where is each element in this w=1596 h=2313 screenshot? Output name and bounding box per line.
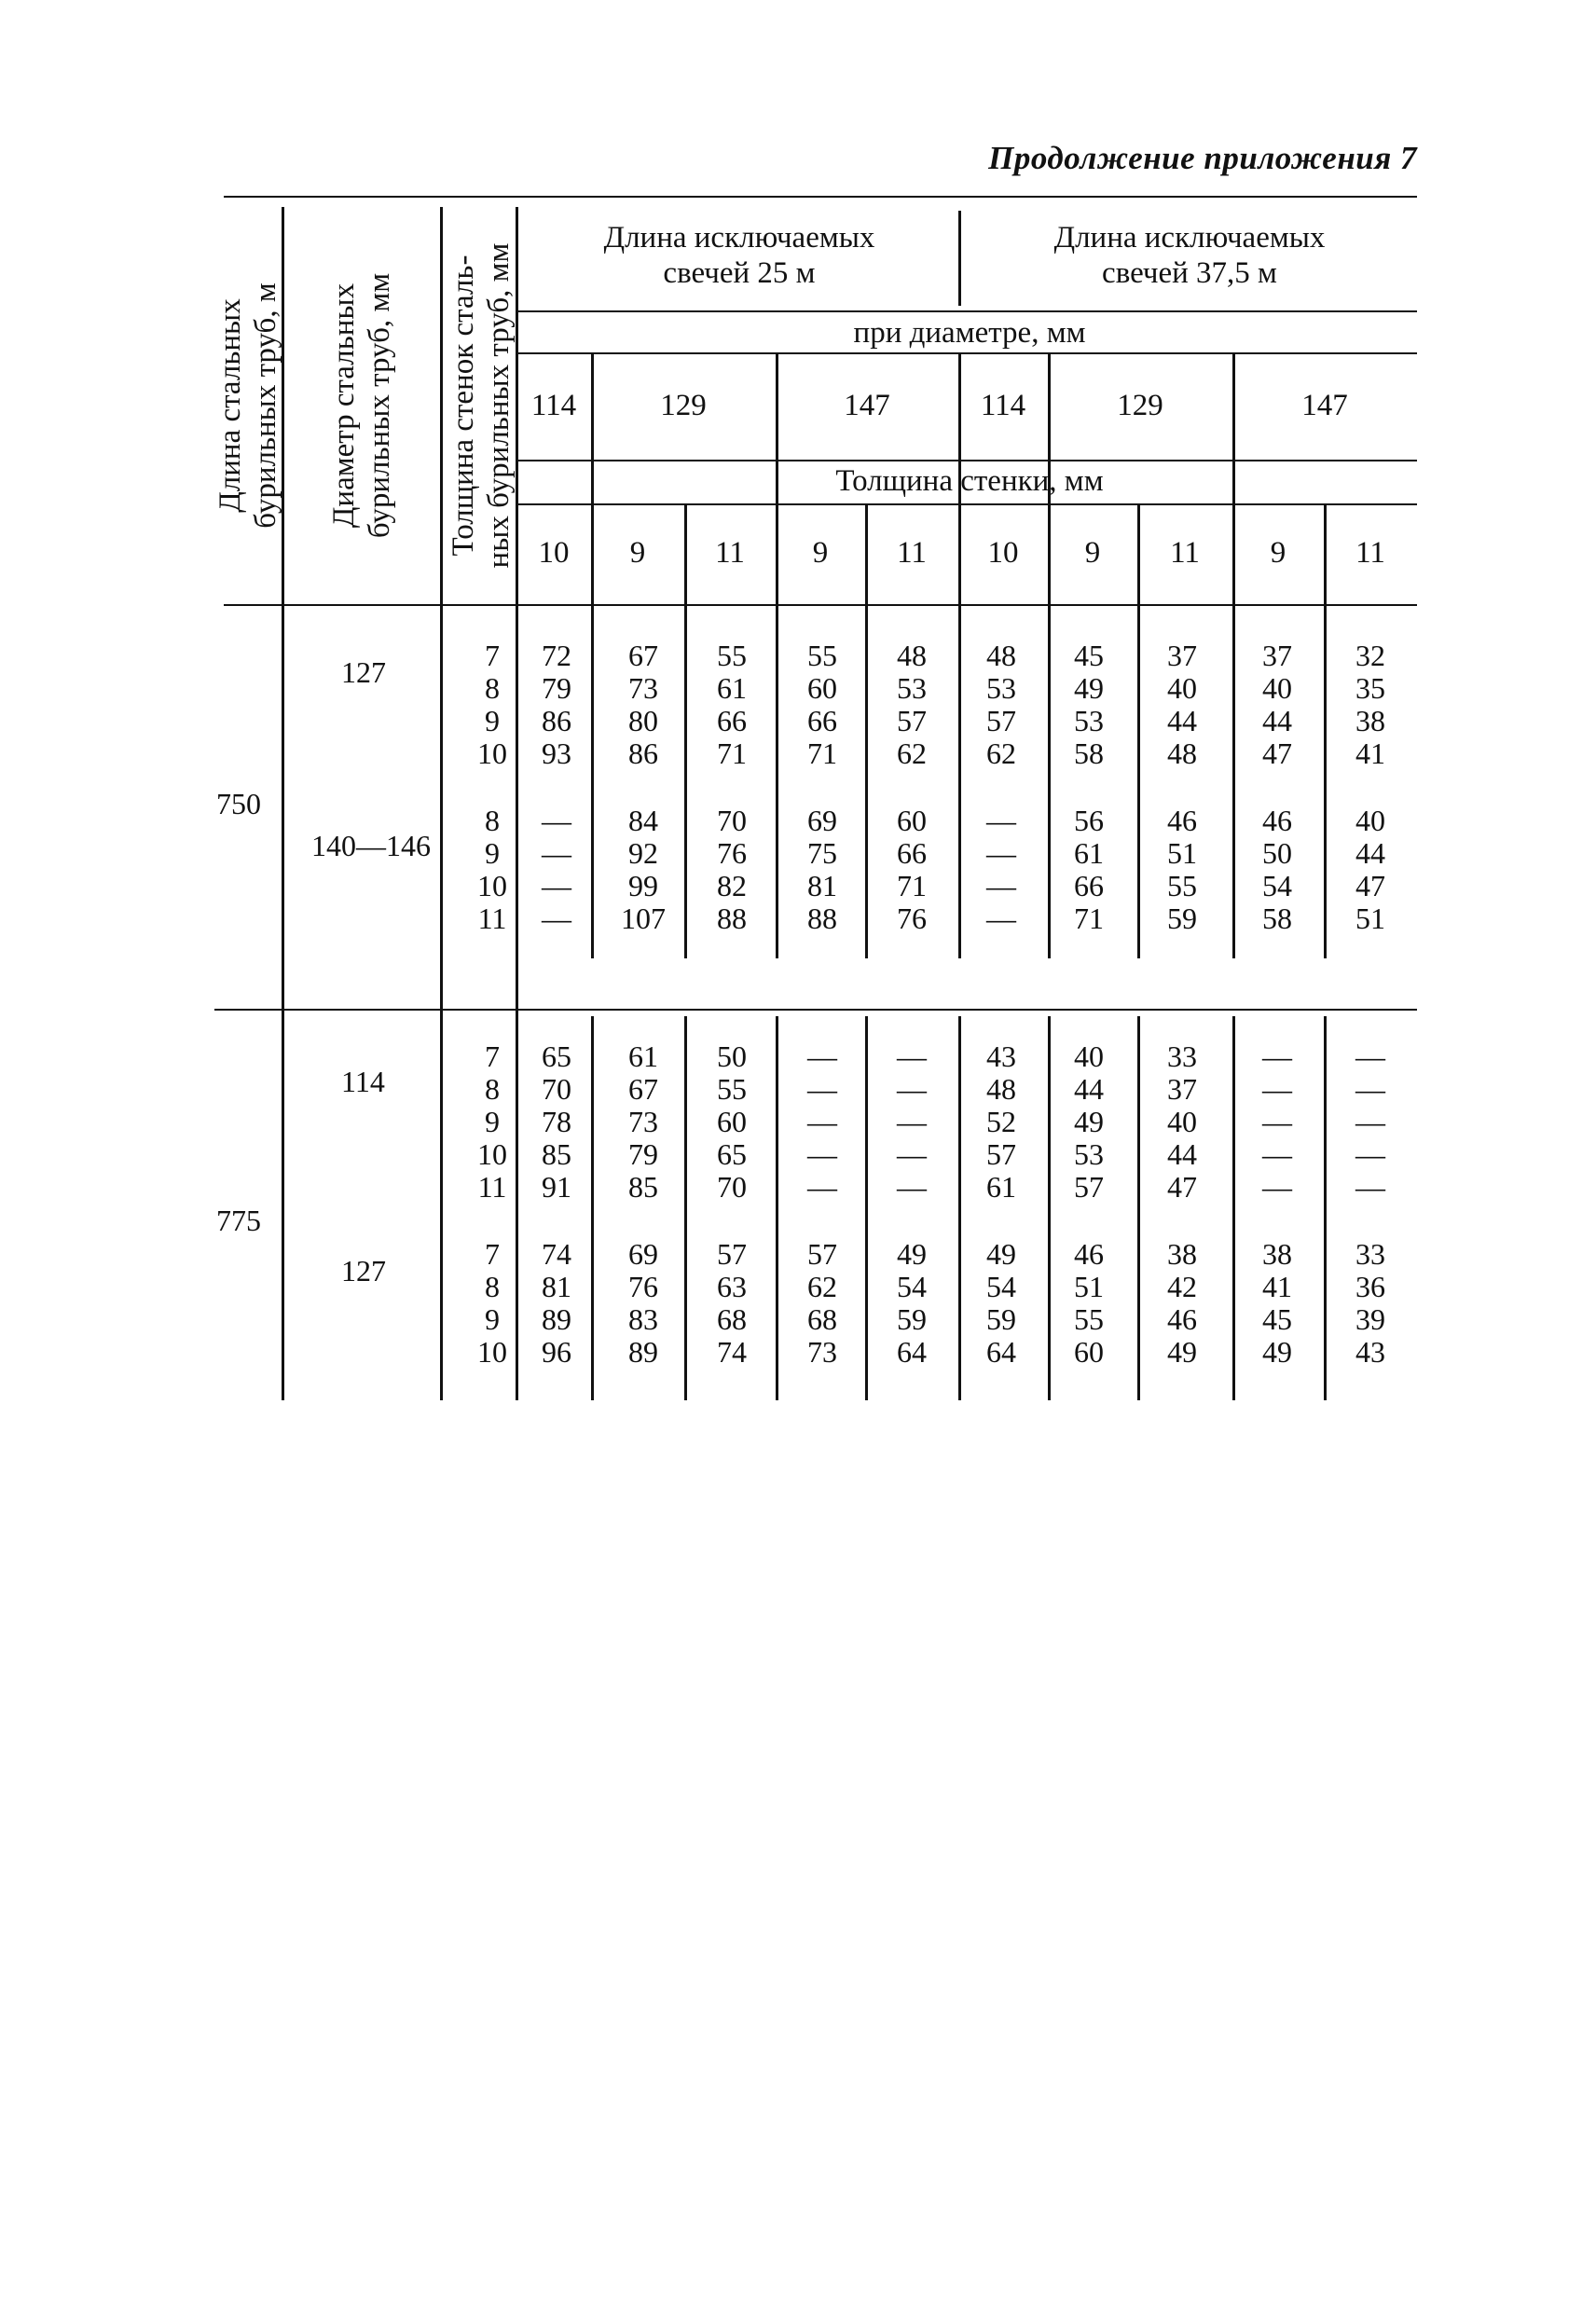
- table-cell: —: [897, 1105, 927, 1138]
- table-cell: —: [1355, 1137, 1385, 1171]
- table-cell: 66: [1074, 869, 1104, 902]
- table-cell: —: [542, 804, 571, 837]
- table-cell: —: [986, 804, 1016, 837]
- header-group-37-5m: Длина исключаемых свечей 37,5 м: [1053, 221, 1326, 290]
- wall-thickness-cell: 10: [477, 1335, 507, 1369]
- table-cell: —: [1262, 1170, 1292, 1204]
- header-bottom-rule: [224, 604, 1417, 606]
- table-cell: 64: [986, 1335, 1016, 1369]
- table-cell: 80: [628, 704, 658, 737]
- wall-thickness-cell: 8: [485, 1072, 500, 1106]
- column-rule: [958, 211, 961, 306]
- table-cell: 38: [1262, 1237, 1292, 1271]
- table-top-rule: [224, 196, 1417, 198]
- table-cell: 51: [1074, 1270, 1104, 1303]
- header-pipe-diameter: Диаметр стальных бурильных труб, мм: [327, 272, 396, 539]
- table-cell: 85: [542, 1137, 571, 1171]
- pipe-diameter-label: 140—146: [311, 829, 431, 862]
- header-wall-value: 9: [812, 536, 829, 570]
- pipe-length-label: 775: [216, 1204, 261, 1237]
- table-cell: 40: [1167, 671, 1197, 705]
- pipe-length-label: 750: [216, 787, 261, 820]
- table-cell: —: [807, 1072, 837, 1106]
- diameter-row-rule: [517, 460, 1417, 461]
- table-cell: —: [807, 1039, 837, 1073]
- column-rule: [1232, 1016, 1235, 1400]
- wall-label-rule: [517, 503, 1417, 505]
- table-cell: 35: [1355, 671, 1385, 705]
- column-rule: [684, 505, 687, 958]
- wall-thickness-cell: 8: [485, 671, 500, 705]
- table-cell: 61: [986, 1170, 1016, 1204]
- table-cell: 58: [1262, 902, 1292, 935]
- table-cell: 57: [986, 704, 1016, 737]
- table-cell: 88: [717, 902, 747, 935]
- table-cell: 73: [628, 1105, 658, 1138]
- table-cell: 52: [986, 1105, 1016, 1138]
- table-cell: 49: [897, 1237, 927, 1271]
- table-cell: 60: [807, 671, 837, 705]
- header-diameter-value: 114: [980, 389, 1026, 422]
- table-cell: 49: [1074, 1105, 1104, 1138]
- header-wall-value: 11: [715, 536, 745, 570]
- header-wall-value: 11: [897, 536, 927, 570]
- table-cell: 57: [1074, 1170, 1104, 1204]
- table-cell: —: [897, 1137, 927, 1171]
- table-cell: 38: [1355, 704, 1385, 737]
- table-cell: 78: [542, 1105, 571, 1138]
- table-cell: 36: [1355, 1270, 1385, 1303]
- header-wall-label: Толщина стенки, мм: [835, 464, 1104, 498]
- table-cell: 48: [897, 639, 927, 672]
- table-cell: —: [897, 1170, 927, 1204]
- table-cell: —: [1262, 1072, 1292, 1106]
- table-cell: 44: [1355, 836, 1385, 870]
- table-cell: 99: [628, 869, 658, 902]
- table-cell: 49: [1074, 671, 1104, 705]
- wall-thickness-cell: 9: [485, 704, 500, 737]
- table-cell: 48: [986, 639, 1016, 672]
- table-cell: 57: [717, 1237, 747, 1271]
- column-rule: [865, 1016, 868, 1400]
- table-cell: 57: [807, 1237, 837, 1271]
- wall-thickness-cell: 10: [477, 869, 507, 902]
- table-cell: 55: [717, 1072, 747, 1106]
- header-wall-value: 9: [1084, 536, 1101, 570]
- table-cell: 60: [717, 1105, 747, 1138]
- table-cell: —: [807, 1105, 837, 1138]
- table-cell: 47: [1262, 737, 1292, 770]
- section-divider-rule: [214, 1009, 1417, 1011]
- table-cell: 55: [1167, 869, 1197, 902]
- table-cell: —: [542, 902, 571, 935]
- table-cell: 42: [1167, 1270, 1197, 1303]
- table-cell: 72: [542, 639, 571, 672]
- table-cell: 54: [1262, 869, 1292, 902]
- header-wall-value: 9: [629, 536, 646, 570]
- table-cell: 51: [1355, 902, 1385, 935]
- table-cell: 45: [1262, 1302, 1292, 1336]
- diameter-label-rule: [517, 352, 1417, 354]
- wall-thickness-cell: 11: [477, 1170, 507, 1204]
- table-cell: —: [1262, 1105, 1292, 1138]
- table-cell: 73: [807, 1335, 837, 1369]
- table-cell: 73: [628, 671, 658, 705]
- header-diameter-value: 129: [1117, 389, 1163, 422]
- table-cell: 67: [628, 1072, 658, 1106]
- table-cell: 85: [628, 1170, 658, 1204]
- wall-thickness-cell: 10: [477, 1137, 507, 1171]
- header-pipe-length: Длина стальных бурильных труб, м: [213, 282, 282, 529]
- table-cell: —: [1262, 1039, 1292, 1073]
- table-cell: 61: [628, 1039, 658, 1073]
- table-cell: 57: [897, 704, 927, 737]
- table-cell: 37: [1167, 1072, 1197, 1106]
- header-diameter-label: при диаметре, мм: [853, 316, 1086, 350]
- table-cell: 82: [717, 869, 747, 902]
- table-cell: 49: [1262, 1335, 1292, 1369]
- table-cell: 71: [1074, 902, 1104, 935]
- table-cell: 47: [1355, 869, 1385, 902]
- table-cell: 33: [1167, 1039, 1197, 1073]
- table-cell: 62: [986, 737, 1016, 770]
- table-cell: 44: [1167, 704, 1197, 737]
- table-cell: 45: [1074, 639, 1104, 672]
- pipe-diameter-label: 127: [341, 655, 386, 690]
- table-cell: 39: [1355, 1302, 1385, 1336]
- table-cell: —: [1355, 1072, 1385, 1106]
- table-cell: 44: [1074, 1072, 1104, 1106]
- table-cell: 93: [542, 737, 571, 770]
- table-cell: —: [542, 869, 571, 902]
- table-cell: 48: [1167, 737, 1197, 770]
- table-cell: 57: [986, 1137, 1016, 1171]
- table-cell: —: [1262, 1137, 1292, 1171]
- table-cell: 86: [628, 737, 658, 770]
- table-cell: 69: [628, 1237, 658, 1271]
- table-cell: 47: [1167, 1170, 1197, 1204]
- table-cell: —: [986, 869, 1016, 902]
- table-cell: 107: [621, 902, 666, 935]
- table-cell: 70: [542, 1072, 571, 1106]
- table-cell: 40: [1167, 1105, 1197, 1138]
- header-wall-thickness: Толщина стенок сталь- ных бурильных труб, мм: [447, 242, 516, 569]
- table-cell: 92: [628, 836, 658, 870]
- column-rule: [1324, 505, 1327, 958]
- table-cell: 69: [807, 804, 837, 837]
- table-cell: 46: [1167, 1302, 1197, 1336]
- table-cell: —: [897, 1072, 927, 1106]
- table-cell: 71: [717, 737, 747, 770]
- table-cell: 61: [717, 671, 747, 705]
- table-cell: 68: [717, 1302, 747, 1336]
- table-cell: 76: [897, 902, 927, 935]
- table-cell: 50: [1262, 836, 1292, 870]
- column-rule: [1232, 354, 1235, 958]
- table-cell: 75: [807, 836, 837, 870]
- group-header-rule: [517, 310, 1417, 312]
- column-rule: [776, 1016, 778, 1400]
- column-rule: [1324, 1016, 1327, 1400]
- table-cell: —: [1355, 1105, 1385, 1138]
- table-cell: 55: [1074, 1302, 1104, 1336]
- table-cell: 40: [1262, 671, 1292, 705]
- table-cell: 70: [717, 804, 747, 837]
- column-rule: [1137, 1016, 1140, 1400]
- table-cell: —: [1355, 1039, 1385, 1073]
- table-cell: 96: [542, 1335, 571, 1369]
- table-cell: 54: [897, 1270, 927, 1303]
- wall-thickness-cell: 8: [485, 804, 500, 837]
- table-cell: 88: [807, 902, 837, 935]
- table-cell: 60: [897, 804, 927, 837]
- table-cell: 44: [1262, 704, 1292, 737]
- table-cell: 44: [1167, 1137, 1197, 1171]
- header-wall-value: 10: [987, 536, 1019, 570]
- table-cell: 89: [628, 1335, 658, 1369]
- header-diameter-value: 147: [1301, 389, 1348, 422]
- column-rule: [1048, 1016, 1051, 1400]
- table-cell: 56: [1074, 804, 1104, 837]
- table-cell: 37: [1167, 639, 1197, 672]
- table-cell: 76: [628, 1270, 658, 1303]
- table-cell: 91: [542, 1170, 571, 1204]
- table-cell: 68: [807, 1302, 837, 1336]
- wall-thickness-cell: 9: [485, 836, 500, 870]
- table-cell: 46: [1262, 804, 1292, 837]
- column-rule: [684, 1016, 687, 1400]
- table-cell: 65: [717, 1137, 747, 1171]
- table-cell: 43: [986, 1039, 1016, 1073]
- table-cell: 46: [1167, 804, 1197, 837]
- table-cell: 46: [1074, 1237, 1104, 1271]
- table-cell: 41: [1262, 1270, 1292, 1303]
- table-cell: 53: [897, 671, 927, 705]
- table-cell: 51: [1167, 836, 1197, 870]
- table-cell: 48: [986, 1072, 1016, 1106]
- table-cell: 53: [1074, 1137, 1104, 1171]
- column-rule: [776, 354, 778, 958]
- table-cell: 74: [717, 1335, 747, 1369]
- table-cell: 38: [1167, 1237, 1197, 1271]
- column-rule: [1048, 354, 1051, 958]
- column-rule: [440, 207, 443, 1400]
- wall-thickness-cell: 9: [485, 1302, 500, 1336]
- table-cell: 79: [542, 671, 571, 705]
- wall-thickness-cell: 7: [485, 1237, 500, 1271]
- table-cell: 59: [897, 1302, 927, 1336]
- table-cell: 64: [897, 1335, 927, 1369]
- wall-thickness-cell: 9: [485, 1105, 500, 1138]
- header-wall-value: 11: [1355, 536, 1385, 570]
- table-cell: 33: [1355, 1237, 1385, 1271]
- table-cell: 49: [986, 1237, 1016, 1271]
- table-cell: 84: [628, 804, 658, 837]
- table-cell: 83: [628, 1302, 658, 1336]
- table-cell: —: [807, 1170, 837, 1204]
- header-wall-value: 11: [1170, 536, 1200, 570]
- table-cell: 86: [542, 704, 571, 737]
- table-cell: —: [897, 1039, 927, 1073]
- column-rule: [1137, 505, 1140, 958]
- table-cell: 74: [542, 1237, 571, 1271]
- table-cell: 61: [1074, 836, 1104, 870]
- column-rule: [958, 354, 961, 958]
- header-wall-value: 10: [538, 536, 570, 570]
- table-cell: 50: [717, 1039, 747, 1073]
- header-diameter-value: 129: [660, 389, 707, 422]
- header-wall-value: 9: [1270, 536, 1286, 570]
- table-cell: 43: [1355, 1335, 1385, 1369]
- header-diameter-value: 114: [530, 389, 577, 422]
- table-cell: 71: [807, 737, 837, 770]
- table-cell: 60: [1074, 1335, 1104, 1369]
- table-cell: 81: [807, 869, 837, 902]
- table-cell: 55: [717, 639, 747, 672]
- table-cell: 59: [1167, 902, 1197, 935]
- table-cell: 81: [542, 1270, 571, 1303]
- header-diameter-value: 147: [844, 389, 890, 422]
- wall-thickness-cell: 11: [477, 902, 507, 935]
- table-cell: —: [1355, 1170, 1385, 1204]
- table-cell: 62: [807, 1270, 837, 1303]
- table-cell: 55: [807, 639, 837, 672]
- table-cell: 37: [1262, 639, 1292, 672]
- header-group-25m: Длина исключаемых свечей 25 м: [603, 221, 875, 290]
- table-cell: 49: [1167, 1335, 1197, 1369]
- table-cell: 40: [1355, 804, 1385, 837]
- table-cell: 67: [628, 639, 658, 672]
- table-cell: 32: [1355, 639, 1385, 672]
- table-cell: 40: [1074, 1039, 1104, 1073]
- pipe-diameter-label: 127: [341, 1254, 386, 1288]
- table-cell: 53: [1074, 704, 1104, 737]
- wall-thickness-cell: 10: [477, 737, 507, 770]
- wall-thickness-cell: 7: [485, 639, 500, 672]
- wall-thickness-cell: 8: [485, 1270, 500, 1303]
- column-rule: [865, 505, 868, 958]
- wall-thickness-cell: 7: [485, 1039, 500, 1073]
- table-cell: 54: [986, 1270, 1016, 1303]
- table-cell: 62: [897, 737, 927, 770]
- column-rule: [958, 1016, 961, 1400]
- table-cell: 41: [1355, 737, 1385, 770]
- table-cell: 76: [717, 836, 747, 870]
- table-cell: 71: [897, 869, 927, 902]
- table-cell: —: [807, 1137, 837, 1171]
- table-cell: 79: [628, 1137, 658, 1171]
- table-cell: 63: [717, 1270, 747, 1303]
- table-cell: 66: [897, 836, 927, 870]
- table-cell: 53: [986, 671, 1016, 705]
- table-cell: 59: [986, 1302, 1016, 1336]
- table-cell: —: [542, 836, 571, 870]
- table-cell: —: [986, 902, 1016, 935]
- table-cell: 89: [542, 1302, 571, 1336]
- table-cell: 70: [717, 1170, 747, 1204]
- table-cell: 58: [1074, 737, 1104, 770]
- pipe-diameter-label: 114: [341, 1065, 385, 1098]
- table-cell: 66: [807, 704, 837, 737]
- table-cell: 65: [542, 1039, 571, 1073]
- table-cell: 66: [717, 704, 747, 737]
- continuation-title: Продолжение приложения 7: [988, 140, 1417, 176]
- table-cell: —: [986, 836, 1016, 870]
